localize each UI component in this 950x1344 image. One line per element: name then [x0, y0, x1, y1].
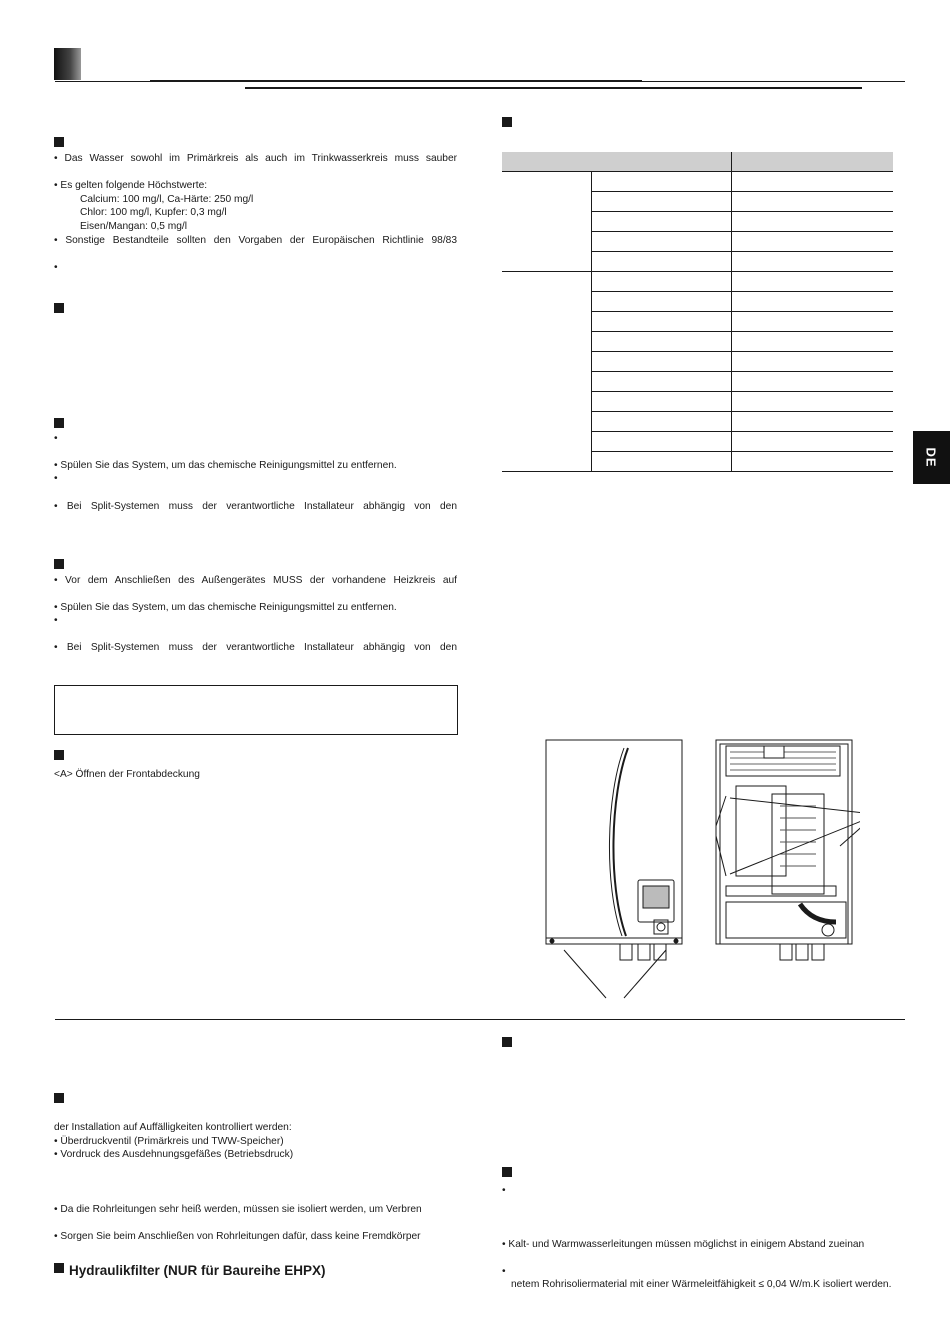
- table-cell: [732, 212, 894, 232]
- header-rule-accent: [150, 80, 642, 82]
- table-cell: [592, 372, 732, 392]
- water-line-3: Calcium: 100 mg/l, Ca-Härte: 250 mg/l: [80, 194, 254, 205]
- table-row: [502, 172, 893, 192]
- table-header-row: [502, 152, 893, 172]
- section-marker-4: [54, 559, 64, 569]
- table-cell: [732, 312, 894, 332]
- bl-line-3: • Vordruck des Ausdehnungsgefäßes (Betriebsdruck): [54, 1149, 294, 1160]
- header-gradient-block: [54, 48, 81, 80]
- table-cell: [592, 432, 732, 452]
- br-line-4: netem Rohrisoliermaterial mit einer Wärmeleitfähigkeit ≤ 0,04 W/m.K isoliert werden.: [511, 1279, 892, 1290]
- spec-table: [502, 152, 893, 472]
- section-marker-table: [502, 117, 512, 127]
- table-cell: [732, 452, 894, 472]
- table-cell: [592, 452, 732, 472]
- table-cell: [732, 272, 894, 292]
- header-rule-bold: [245, 87, 862, 89]
- table-cell: [592, 172, 732, 192]
- hydraulic-filter-heading: Hydraulikfilter (NUR für Baureihe EHPX): [69, 1263, 326, 1278]
- table-cell: [592, 232, 732, 252]
- table-cell: [732, 392, 894, 412]
- s5-line-1: <A> Öffnen der Frontabdeckung: [54, 769, 200, 780]
- section-marker-2: [54, 303, 64, 313]
- table-cell: [732, 232, 894, 252]
- s3-line-1: •: [54, 433, 58, 444]
- table-group-cell: [502, 272, 592, 472]
- bl-line-1: der Installation auf Auffälligkeiten kontrolliert werden:: [54, 1122, 292, 1133]
- language-tab: [913, 431, 950, 484]
- water-line-2: • Es gelten folgende Höchstwerte:: [54, 180, 208, 191]
- language-tab-label: DE: [924, 447, 939, 468]
- table-cell: [592, 192, 732, 212]
- table-cell: [732, 192, 894, 212]
- water-line-1: • Das Wasser sowohl im Primärkreis als auch im Trinkwasserkreis muss sauber: [54, 153, 457, 164]
- table-cell: [592, 252, 732, 272]
- table-cell: [732, 172, 894, 192]
- table-cell: [732, 432, 894, 452]
- br-line-3: •: [502, 1266, 506, 1277]
- table-cell: [592, 332, 732, 352]
- table-cell: [592, 412, 732, 432]
- table-row: [502, 272, 893, 292]
- section-marker-5: [54, 750, 64, 760]
- s4-line-2: • Spülen Sie das System, um das chemische Reinigungsmittel zu entfernen.: [54, 602, 397, 613]
- table-cell: [732, 332, 894, 352]
- bl-line-2: • Überdruckventil (Primärkreis und TWW-Speicher): [54, 1136, 284, 1147]
- water-line-4: Chlor: 100 mg/l, Kupfer: 0,3 mg/l: [80, 207, 227, 218]
- table-header-cell: [732, 152, 894, 172]
- br-line-2: • Kalt- und Warmwasserleitungen müssen möglichst in einigem Abstand zueinan: [502, 1239, 865, 1250]
- bl-line-4: • Da die Rohrleitungen sehr heiß werden, müssen sie isoliert werden, um Verbren: [54, 1204, 422, 1215]
- section-marker-hydraulic: [54, 1263, 64, 1273]
- water-line-7: •: [54, 262, 58, 273]
- table-group-cell: [502, 172, 592, 272]
- section-marker-water: [54, 137, 64, 147]
- table-cell: [592, 352, 732, 372]
- s3-line-2: • Spülen Sie das System, um das chemische Reinigungsmittel zu entfernen.: [54, 460, 397, 471]
- table-cell: [732, 252, 894, 272]
- bl-line-5: • Sorgen Sie beim Anschließen von Rohrleitungen dafür, dass keine Fremdkörper: [54, 1231, 421, 1242]
- table-cell: [592, 212, 732, 232]
- table-cell: [732, 292, 894, 312]
- table-cell: [592, 272, 732, 292]
- s4-line-4: • Bei Split-Systemen muss der verantwortliche Installateur abhängig von den: [54, 642, 457, 653]
- table-cell: [732, 372, 894, 392]
- section-marker-3: [54, 418, 64, 428]
- unit-illustration: [540, 736, 860, 1001]
- water-line-6: • Sonstige Bestandteile sollten den Vorgaben der Europäischen Richtlinie 98/83: [54, 235, 457, 246]
- br-line-1: •: [502, 1185, 506, 1196]
- water-line-5: Eisen/Mangan: 0,5 mg/l: [80, 221, 188, 232]
- s4-line-1: • Vor dem Anschließen des Außengerätes MUSS der vorhandene Heizkreis auf: [54, 575, 457, 586]
- table-header-cell: [502, 152, 732, 172]
- table-cell: [592, 312, 732, 332]
- table-cell: [592, 392, 732, 412]
- s4-line-3: •: [54, 615, 58, 626]
- s3-line-4: • Bei Split-Systemen muss der verantwortliche Installateur abhängig von den: [54, 501, 457, 512]
- section-divider: [55, 1019, 905, 1020]
- s3-line-3: •: [54, 473, 58, 484]
- section-marker-7: [502, 1037, 512, 1047]
- table-cell: [732, 352, 894, 372]
- table-cell: [732, 412, 894, 432]
- notice-box: [54, 685, 458, 735]
- section-marker-6: [54, 1093, 64, 1103]
- table-cell: [592, 292, 732, 312]
- section-marker-8: [502, 1167, 512, 1177]
